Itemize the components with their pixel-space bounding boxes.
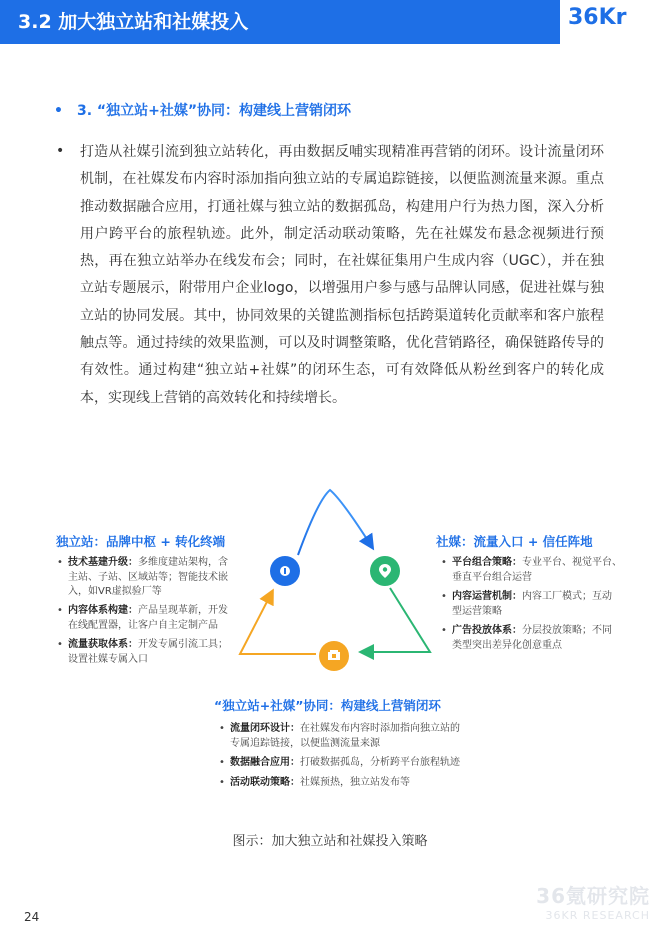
watermark: [520, 880, 650, 922]
right-block-title: 社媒：流量入口 + 信任阵地: [436, 534, 593, 549]
strategy-diagram: [0, 470, 660, 840]
watermark-line-2: 36KR RESEARCH: [545, 909, 650, 922]
logo-text: 36Kr: [568, 5, 627, 30]
site-icon: [278, 564, 292, 578]
left-block-title: 独立站：品牌中枢 + 转化终端: [56, 534, 226, 549]
arrow-blue: [298, 490, 372, 555]
page-header: [0, 0, 660, 44]
right-item-1: • 平台组合策略：专业平台、视觉平台、 垂直平台组合运营: [441, 557, 622, 583]
right-item-3: • 广告投放体系：分层投放策略；不同 类型突出差异化创意重点: [441, 625, 612, 651]
location-pin-icon: [378, 563, 392, 579]
bottom-item-2: • 数据融合应用：打破数据孤岛，分析跨平台旅程轨迹: [219, 757, 460, 768]
header-title: 3.2 加大独立站和社媒投入: [18, 11, 249, 33]
watermark-line-1: 36氪研究院: [536, 884, 650, 908]
synergy-icon: [327, 649, 341, 663]
left-item-1: • 技术基建升级：多维度建站架构，含 主站、子站、区域站等；智能技术嵌 入，如VR虚拟验厂等: [57, 557, 228, 597]
page-number: 24: [24, 910, 40, 924]
section-heading: [54, 100, 351, 120]
bottom-item-3: • 活动联动策略：社媒预热，独立站发布等: [219, 777, 410, 788]
heading-text: 3. “独立站+社媒”协同：构建线上营销闭环: [76, 103, 352, 119]
bottom-block-title: “独立站+社媒”协同：构建线上营销闭环: [214, 698, 441, 713]
bottom-item-1: • 流量闭环设计：在社媒发布内容时添加指向独立站的 专属追踪链接，以便监测流量来源: [219, 723, 460, 749]
left-item-3: • 流量获取体系：开发专属引流工具； 设置社媒专属入口: [57, 639, 228, 665]
body-paragraph: 打造从社媒引流到独立站转化，再由数据反哺实现精准再营销的闭环。设计流量闭环机制，在社媒发布内容时添加指向独立站的专属追踪链接，以便监测流量来源。重点推动数据融合应用，打通社媒与独立站的数据孤岛，构建用户行为热力图，深入分析用户跨平台的旅程轨迹。此外，制定活动联动策略，先在社媒发布悬念视频进行预热，再在独立站举办在线发布会；同时，在社媒征集用户生成内容（UGC），并在独立站专题展示，附带用户企业logo，以增强用户参与感与品牌认同感，促进社媒与独立站的协同发展。其中，协同效果的关键监测指标包括跨渠道转化贡献率和客户旅程触点等。通过持续的效果监测，可以及时调整策略，优化营销路径，确保链路传导的有效性。通过构建“独立站+社媒”的闭环生态，可有效降低从粉丝到客户的转化成本，实现线上营销的高效转化和持续增长。: [80, 144, 604, 406]
right-item-2: • 内容运营机制：内容工厂模式；互动 型运营策略: [441, 591, 612, 617]
arrow-green: [362, 588, 430, 652]
36kr-logo: [566, 0, 658, 44]
paragraph-bullet: •: [56, 143, 65, 159]
arrow-orange: [240, 592, 316, 654]
left-item-2: • 内容体系构建：产品呈现革新，开发 在线配置器，让客户自主定制产品: [57, 605, 228, 631]
figure-caption: 图示：加大独立站和社媒投入策略: [232, 834, 428, 849]
heading-bullet: •: [54, 103, 63, 119]
header-bar: [0, 0, 560, 44]
